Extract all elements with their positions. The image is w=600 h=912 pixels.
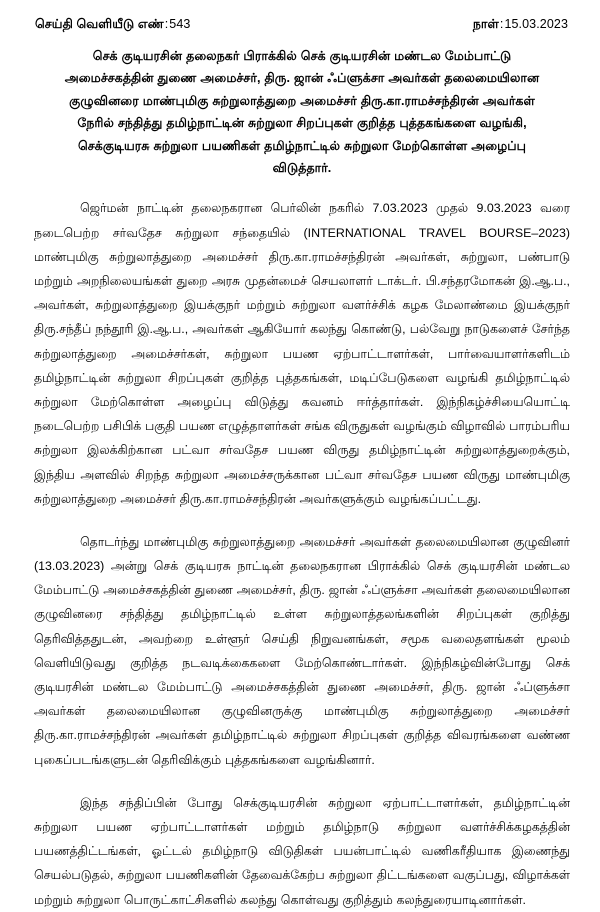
paragraph-text: ஜெர்மன் நாட்டின் தலைநகரான பெர்லின் நகரில் 7.03.2023 முதல் 9.03.2023 வரை நடைபெற்ற சர்வதேச சுற்றுலா சந்தையில் (INTERNATIONAL TRAVEL BOURSE–2023) மாண்புமிகு சுற்றுலாத்துறை அமைச்சர் திரு.கா.ராமச்சந்திரன் அவர்கள், சுற்றுலா, பண்பாடு மற்றும் அறநிலையங்கள் துறை அரசு முதன்மைச் செயலாளர் டாக்டர். பி.சந்தரமோகன் இ.ஆ.ப., அவர்கள், சுற்றுலாத்துறை இயக்குநர் மற்றும் சுற்றுலா வளர்ச்சிக் கழக மேலாண்மை இயக்குநர் திரு.சந்தீப் நந்தூரி இ.ஆ.ப., அவர்கள் ஆகியோர் கலந்து கொண்டு, பல்வேறு நாடுகளைச் சேர்ந்த சுற்றுலாத்துறை அமைச்சர்கள், சுற்றுலா பயண ஏற்பாட்டாளர்கள், பார்வையாளர்களிடம் தமிழ்நாட்டின் சுற்றுலா சிறப்புகள் குறித்த புத்தகங்கள், மடிப்பேடுகளை வழங்கி தமிழ்நாட்டில் சுற்றுலா மேற்கொள்ள அழைப்பு விடுத்து கவனம் ஈர்த்தார்கள். இந்நிகழ்ச்சியையொட்டி நடைபெற்ற பசிபிக் பகுதி பயண எழுத்தாளர்கள் சங்க விருதுகள் வழங்கும் விழாவில் பாரம்பரிய சுற்றுலா இலக்கிற்கான பட்வா சர்வதேச பயண விருது தமிழ்நாட்டின் சுற்றுலாத்துறைக்கும், இந்திய அளவில் சிறந்த சுற்றுலா அமைச்சருக்கான பட்வா சர்வதேச பயண விருது மாண்புமிகு சுற்றுலாத்துறை அமைச்சர் திரு.கா.ராமச்சந்திரன் அவர்களுக்கும் வழங்கப்பட்டது. [34, 201, 570, 506]
release-number-value: 543 [169, 17, 191, 31]
release-number-separator: : [164, 17, 169, 31]
body-paragraph [34, 791, 570, 912]
release-date-value: 15.03.2023 [504, 17, 568, 31]
paragraph-text: தொடர்ந்து மாண்புமிகு சுற்றுலாத்துறை அமைச்சர் அவர்கள் தலைமையிலான குழுவினர் (13.03.2023) அன்று செக் குடியரசு நாட்டின் தலைநகரான பிராக்கில் செக் குடியரசின் மண்டல மேம்பாட்டு அமைச்சகத்தின் துணை அமைச்சர், திரு. ஜான் ஃப்ளுக்சா அவர்கள் தலைமையிலான குழுவினரை சந்தித்து தமிழ்நாட்டில் உள்ள சுற்றுலாத்தலங்களின் சிறப்புகள் குறித்து தெரிவித்ததுடன், அவற்றை உள்ளூர் செய்தி நிறுவனங்கள், சமூக வலைதளங்கள் மூலம் வெளியிடுவது குறித்த நடவடிக்கைகளை மேற்கொண்டார்கள். இந்நிகழ்வின்போது செக் குடியரசின் மண்டல மேம்பாட்டு அமைச்சகத்தின் துணை அமைச்சர், திரு. ஜான் ஃப்ளுக்சா அவர்கள் தலைமையிலான குழுவினருக்கு மாண்புமிகு சுற்றுலாத்துறை அமைச்சர் திரு.கா.ராமச்சந்திரன் அவர்கள் தமிழ்நாட்டில் சுற்றுலா சிறப்புகள் குறித்த விவரங்களை வண்ண புகைப்படங்களுடன் தெரிவிக்கும் புத்தகங்களை வழங்கினார். [34, 534, 570, 767]
title-line: அமைச்சகத்தின் துணை அமைச்சர், திரு. ஜான் ஃப்ளுக்சா அவர்கள் தலைமையிலான [64, 71, 540, 86]
title-line: குழுவினரை மாண்புமிகு சுற்றுலாத்துறை அமைச்சர் திரு.கா.ராமச்சந்திரன் அவர்கள் [69, 93, 535, 108]
title-line: செக்குடியரசு சுற்றுலா பயணிகள் தமிழ்நாட்டில் சுற்றுலா மேற்கொள்ள அழைப்பு [78, 138, 526, 153]
release-date-field [473, 17, 568, 33]
page-title [0, 45, 600, 179]
release-number-field [35, 17, 190, 33]
body-paragraph [34, 530, 570, 772]
title-line: நேரில் சந்தித்து தமிழ்நாட்டின் சுற்றுலா சிறப்புகள் குறித்த புத்தகங்களை வழங்கி, [77, 116, 527, 131]
title-line: விடுத்தார். [272, 161, 332, 176]
document-body [0, 196, 600, 911]
title-line: செக் குடியரசின் தலைநகர் பிராக்கில் செக் குடியரசின் மண்டல மேம்பாட்டு [92, 49, 512, 63]
document-header [0, 0, 600, 33]
release-date-label: நாள் [472, 17, 499, 31]
body-paragraph [34, 196, 570, 510]
release-date-separator: : [499, 17, 504, 31]
release-number-label: செய்தி வெளியீடு எண் [35, 17, 164, 31]
paragraph-text: இந்த சந்திப்பின் போது செக்குடியரசின் சுற்றுலா ஏற்பாட்டாளர்கள், தமிழ்நாட்டின் சுற்றுலா பயண ஏற்பாட்டாளர்கள் மற்றும் தமிழ்நாடு சுற்றுலா வளர்ச்சிக்கழகத்தின் பயணத்திட்டங்கள், ஓட்டல் தமிழ்நாடு விடுதிகள் பயன்பாட்டில் வணிகரீதியாக இணைந்து செயல்படுதல், சுற்றுலா பயணிகளின் தேவைக்கேற்ப சுற்றுலா திட்டங்களை வகுப்பது, விழாக்கள் மற்றும் சுற்றுலா பொருட்காட்சிகளில் கலந்து கொள்வது குறித்தும் கலந்துரையாடினார்கள். [34, 795, 570, 907]
